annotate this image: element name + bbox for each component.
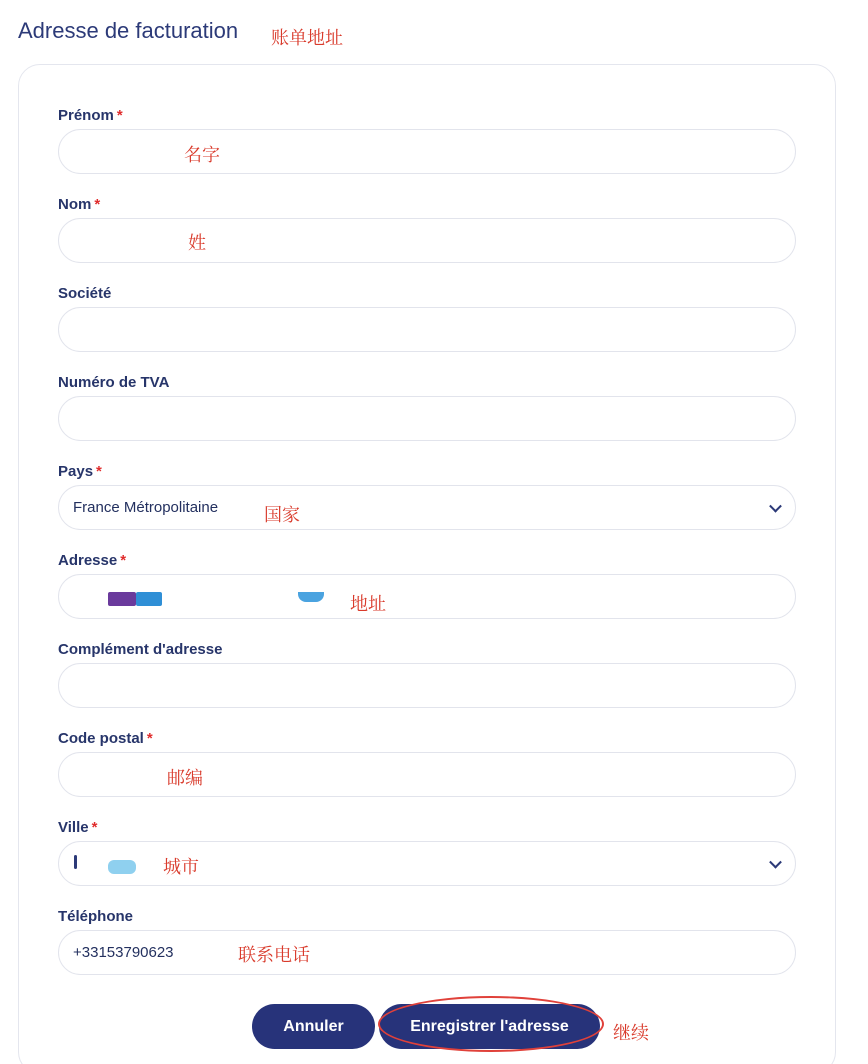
cancel-button[interactable]: Annuler [252, 1004, 375, 1049]
nom-input[interactable] [58, 218, 796, 263]
required-mark: * [94, 196, 101, 213]
ville-label: Ville * [58, 819, 98, 836]
annotation-title: 账单地址 [271, 28, 343, 49]
annotation-prenom: 名字 [184, 145, 220, 166]
prenom-input[interactable] [58, 129, 796, 174]
annotation-ville: 城市 [163, 857, 199, 878]
pays-select[interactable]: France Métropolitaine [58, 485, 796, 530]
highlight-circle [378, 996, 604, 1052]
pays-label: Pays * [58, 463, 102, 480]
annotation-nom: 姓 [188, 233, 206, 254]
annotation-adresse: 地址 [350, 594, 386, 615]
adresse-label: Adresse * [58, 552, 127, 569]
required-mark: * [116, 107, 123, 124]
tva-input[interactable] [58, 396, 796, 441]
redacted-text [136, 592, 162, 606]
telephone-label: Téléphone [58, 908, 134, 925]
required-mark: * [120, 552, 127, 569]
required-mark: * [96, 463, 102, 480]
societe-label: Société [58, 285, 112, 302]
required-mark: * [146, 730, 153, 747]
annotation-pays: 国家 [264, 505, 300, 526]
chevron-down-icon [769, 499, 782, 512]
adresse-input[interactable] [58, 574, 796, 619]
redacted-text [108, 860, 136, 874]
annotation-code-postal: 邮编 [167, 768, 203, 789]
billing-form-card [18, 64, 836, 1064]
required-mark: * [91, 819, 98, 836]
save-address-button[interactable]: Enregistrer l'adresse [379, 1004, 600, 1049]
code-postal-label: Code postal * [58, 730, 153, 747]
annotation-save: 继续 [613, 1023, 649, 1044]
redacted-text [108, 592, 136, 606]
prenom-label: Prénom * [58, 107, 123, 124]
page-title: Adresse de facturation [18, 18, 239, 43]
complement-input[interactable] [58, 663, 796, 708]
societe-input[interactable] [58, 307, 796, 352]
complement-label: Complément d'adresse [58, 641, 223, 658]
annotation-telephone: 联系电话 [238, 945, 310, 966]
chevron-down-icon [769, 855, 782, 868]
telephone-input[interactable]: +33153790623 [58, 930, 796, 975]
nom-label: Nom * [58, 196, 101, 213]
redacted-text [298, 592, 324, 602]
redacted-text [74, 855, 77, 869]
tva-label: Numéro de TVA [58, 374, 170, 391]
